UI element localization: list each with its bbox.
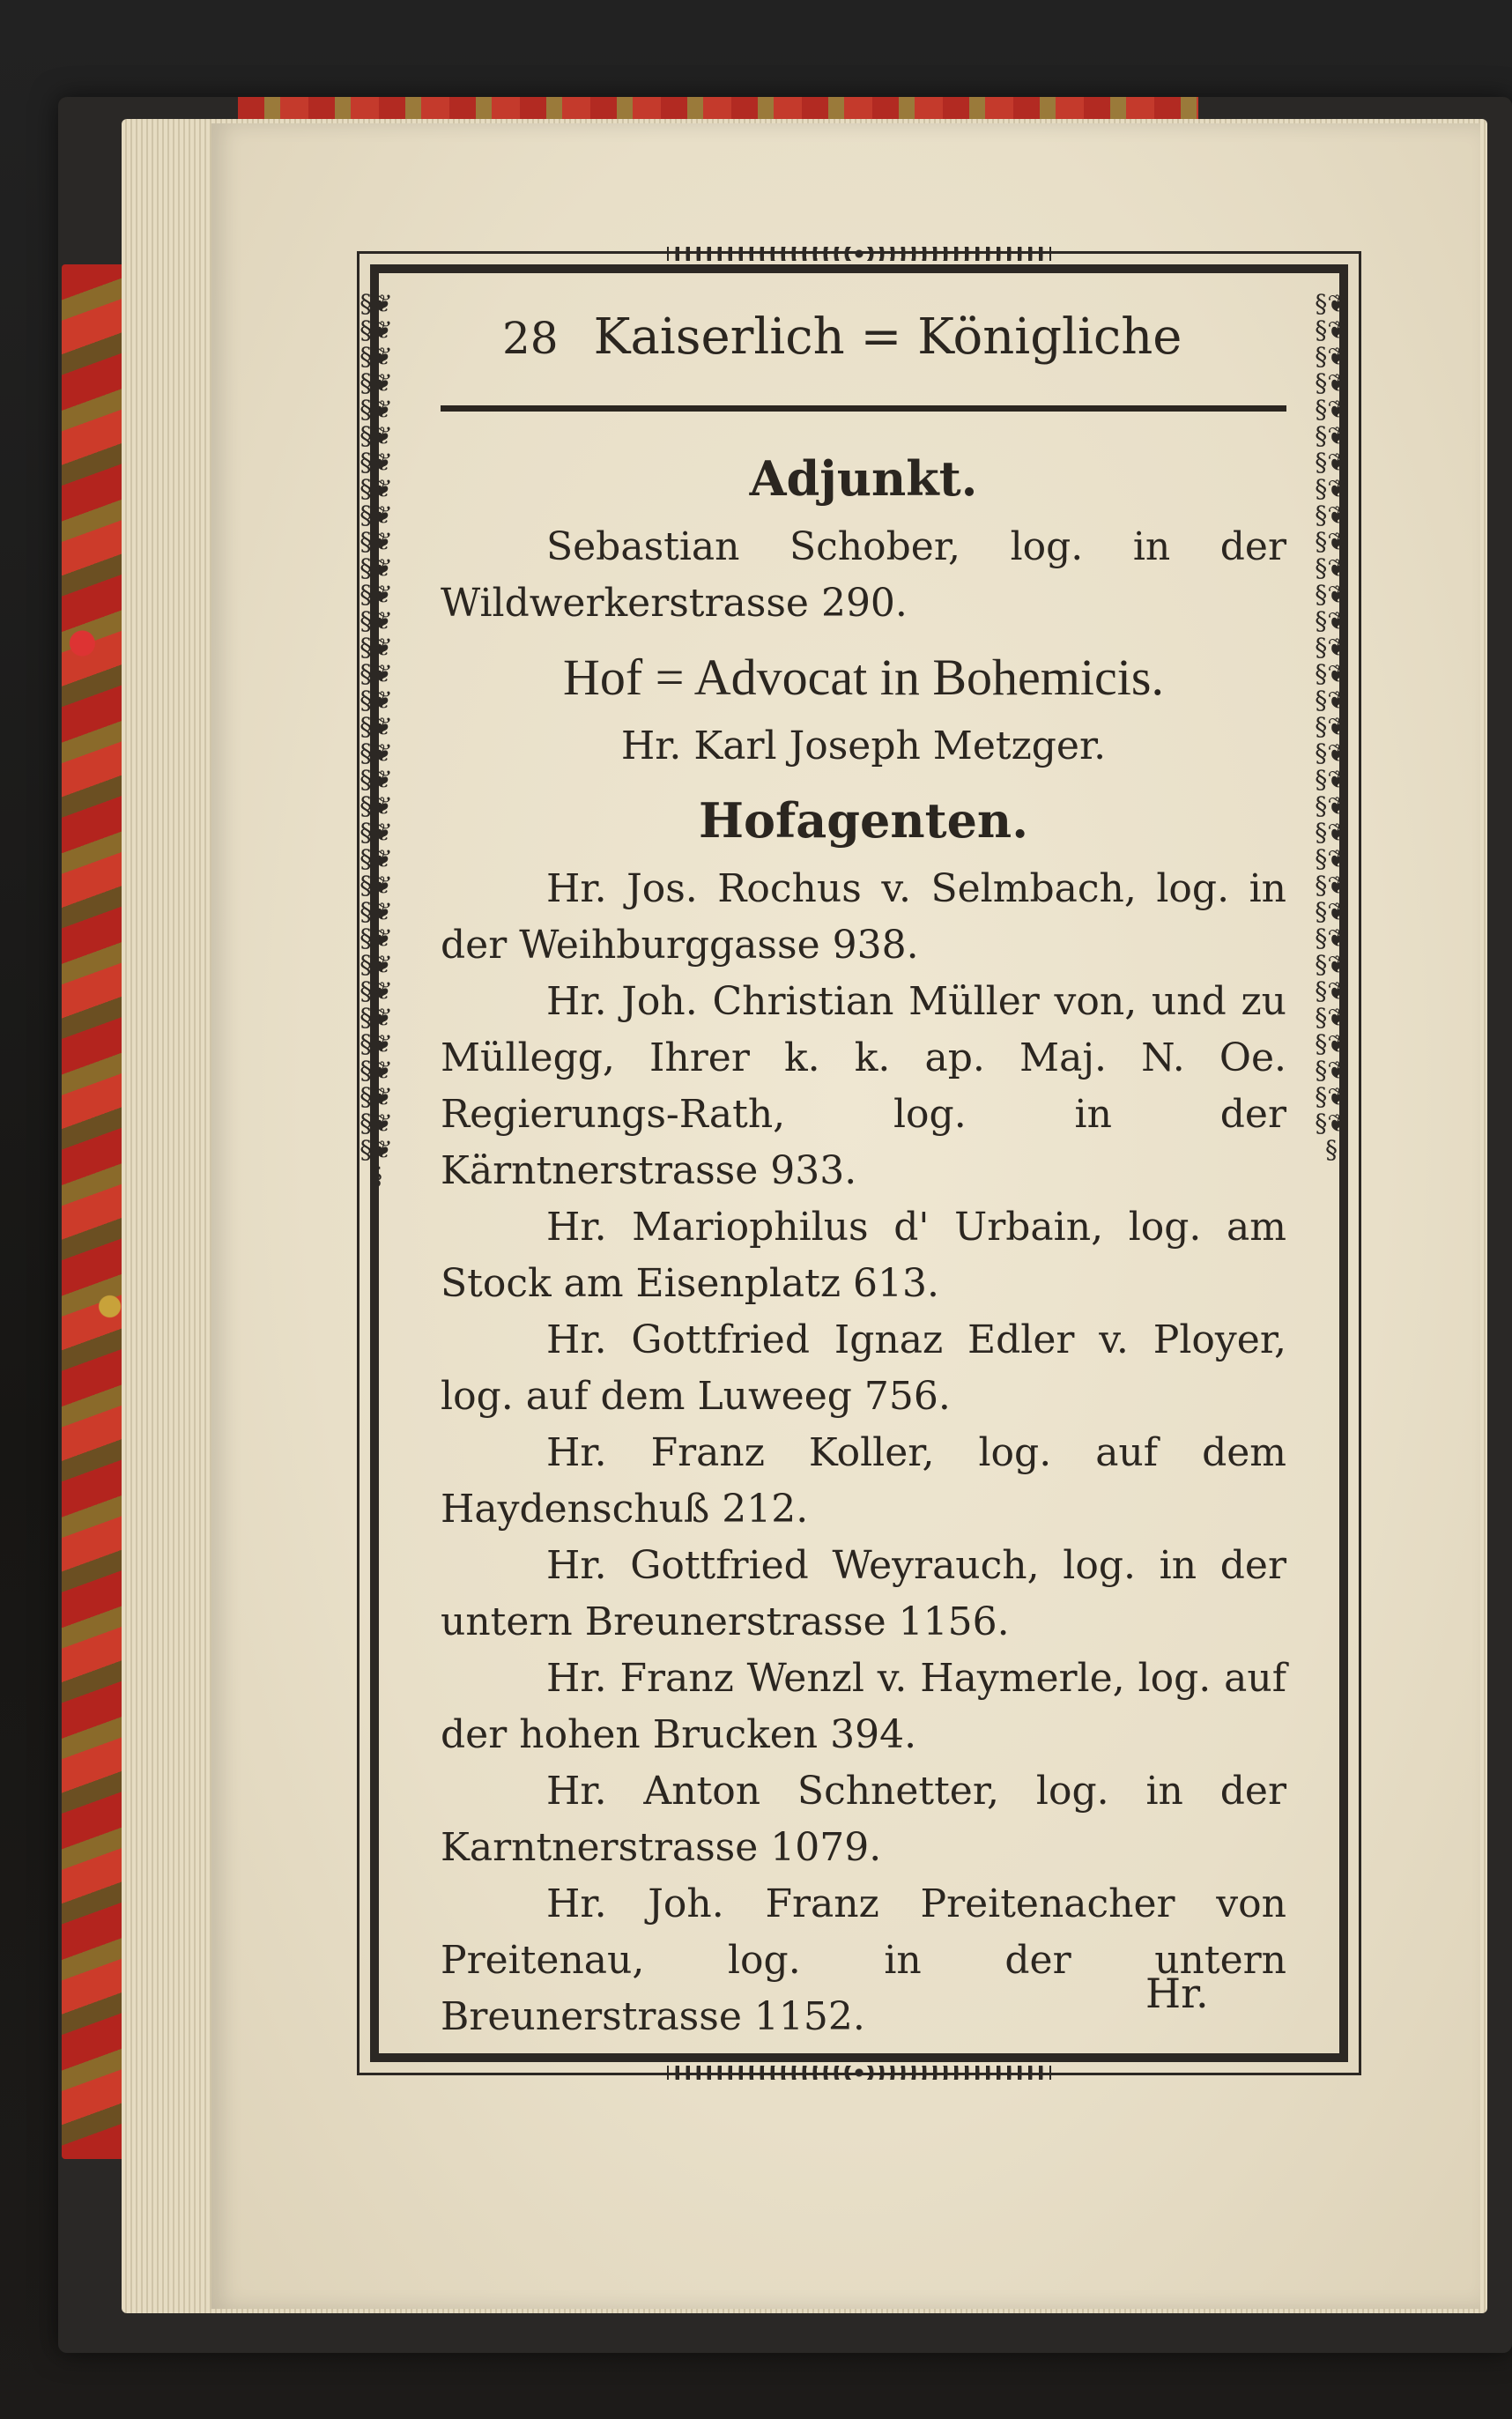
left-border-ornament-icon: §❦§❦§❦§❦§❦§❦§❦§❦§❦§❦§❦§❦§❦§❦§❦§❦§❦§❦§❦§❦§❦§❦§❦§❦§❦§❦§❦§❦§❦§❦§❦§❦§❦§ bbox=[359, 289, 393, 1191]
list-item: Hr. Franz Wenzl v. Haymerle, log. auf der hohen Brucken 394. bbox=[441, 1656, 1286, 1757]
header-rule bbox=[441, 405, 1286, 412]
right-border-ornament-icon: §❦§❦§❦§❦§❦§❦§❦§❦§❦§❦§❦§❦§❦§❦§❦§❦§❦§❦§❦§❦§❦§❦§❦§❦§❦§❦§❦§❦§❦§❦§❦§❦§ bbox=[1315, 289, 1348, 1164]
catchword: Hr. bbox=[1145, 1970, 1209, 2017]
list-item: Hr. Mariophilus d' Urbain, log. am Stock am Eisenplatz 613. bbox=[441, 1205, 1286, 1306]
page-content bbox=[441, 308, 1286, 2045]
list-item: Hr. Joh. Christian Müller von, und zu Müllegg, Ihrer k. k. ap. Maj. N. Oe. Regierungs-Rath, log. in der Kärntnerstrasse 933. bbox=[441, 979, 1286, 1193]
list-item: Hr. Karl Joseph Metzger. bbox=[620, 723, 1107, 768]
list-item: Sebastian Schober, log. in der Wildwerkerstrasse 290. bbox=[441, 524, 1286, 626]
list-item: Hr. Gottfried Ignaz Edler v. Ployer, log. auf dem Luweeg 756. bbox=[441, 1317, 1286, 1419]
section-title-hof-advocat: Hof = Advocat in Bohemicis. bbox=[563, 649, 1164, 706]
section-title-adjunkt: Adjunkt. bbox=[749, 450, 978, 507]
running-head: Kaiserlich = Königliche bbox=[593, 308, 1182, 366]
list-item: Hr. Franz Koller, log. auf dem Haydenschuß 212. bbox=[441, 1430, 1286, 1532]
list-item: Hr. Anton Schnetter, log. in der Karntnerstrasse 1079. bbox=[441, 1769, 1286, 1870]
list-item: Hr. Gottfried Weyrauch, log. in der untern Breunerstrasse 1156. bbox=[441, 1543, 1286, 1644]
page-header bbox=[502, 308, 1286, 379]
marbled-edge bbox=[62, 264, 130, 2159]
page-number: 28 bbox=[502, 313, 559, 364]
section-title-hofagenten: Hofagenten. bbox=[699, 792, 1028, 849]
list-item: Hr. Jos. Rochus v. Selmbach, log. in der Weihburggasse 938. bbox=[441, 866, 1286, 968]
list-item: Hr. Joh. Franz Preitenacher von Preitenau, log. in der untern Breunerstrasse 1152. bbox=[441, 1881, 1286, 2039]
